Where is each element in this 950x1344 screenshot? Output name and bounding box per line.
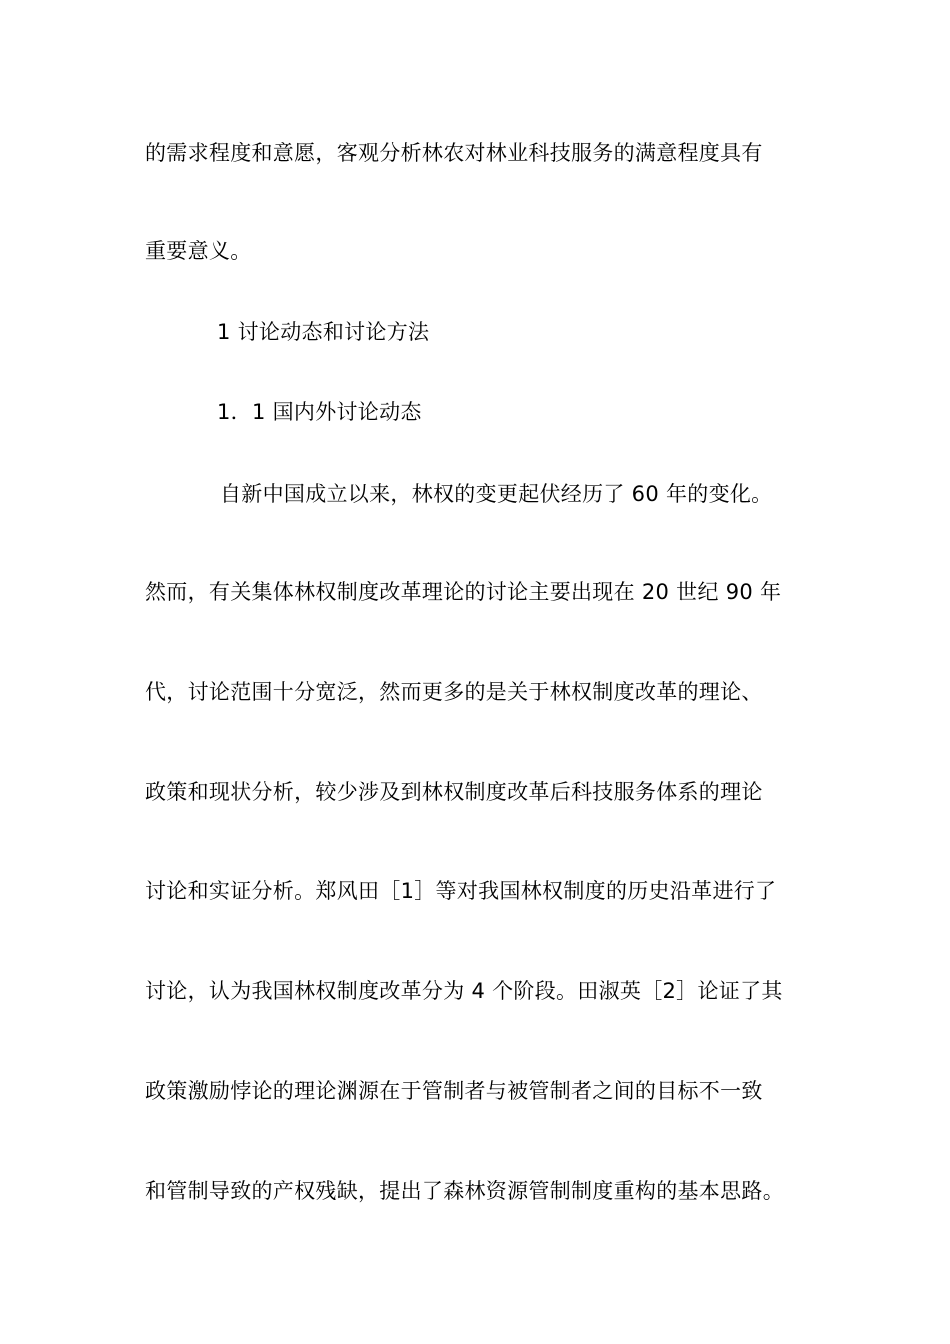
body-text-line: 讨论，认为我国林权制度改革分为 4 个阶段。田淑英［2］论证了其 — [145, 979, 783, 1003]
body-text-line: 代，讨论范围十分宽泛，然而更多的是关于林权制度改革的理论、 — [145, 680, 763, 704]
body-text-line: 重要意义。 — [145, 239, 252, 263]
body-text-line: 然而，有关集体林权制度改革理论的讨论主要出现在 20 世纪 90 年 — [145, 580, 782, 604]
body-text-line: 政策和现状分析，较少涉及到林权制度改革后科技服务体系的理论 — [145, 780, 763, 804]
body-text-line: 的需求程度和意愿，客观分析林农对林业科技服务的满意程度具有 — [145, 141, 763, 165]
subsection-heading: 1．1 国内外讨论动态 — [217, 400, 422, 424]
body-text-line: 和管制导致的产权残缺，提出了森林资源管制制度重构的基本思路。 — [145, 1179, 784, 1203]
body-text-line: 讨论和实证分析。郑风田［1］等对我国林权制度的历史沿革进行了 — [145, 879, 777, 903]
body-text-line: 政策激励悖论的理论渊源在于管制者与被管制者之间的目标不一致 — [145, 1079, 763, 1103]
paragraph-first-line: 自新中国成立以来，林权的变更起伏经历了 60 年的变化。 — [220, 482, 773, 506]
section-heading: 1 讨论动态和讨论方法 — [217, 320, 430, 344]
